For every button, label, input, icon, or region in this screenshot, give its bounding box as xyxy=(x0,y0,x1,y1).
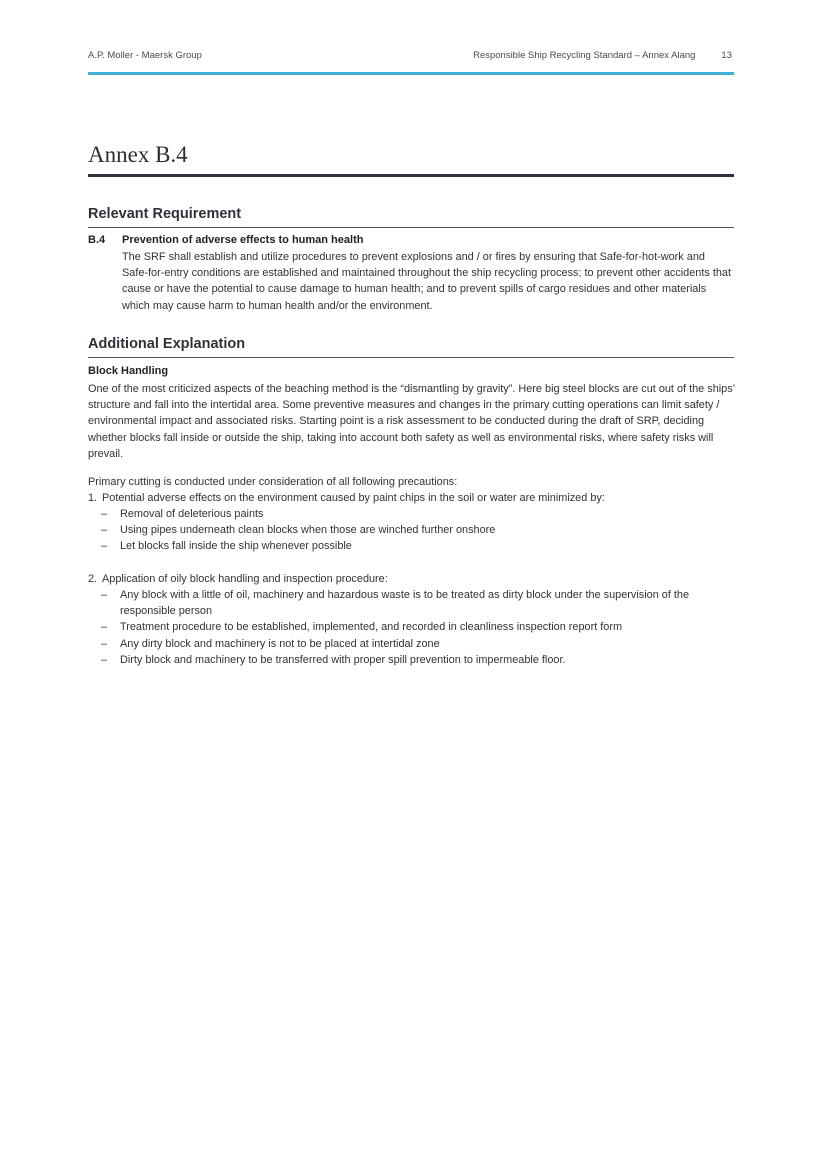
dash-glyph: – xyxy=(101,653,108,666)
list-number: 1. xyxy=(88,492,98,504)
requirement-body: The SRF shall establish and utilize procedures to prevent explosions and / or fires by ensuring that Safe-for-hot-work and Safe-for-entry conditions are established and maintained throughout the ship recycling process; to prevent other accidents that cause or have the potential to cause damage to human health; and to prevent spills of cargo residues and other materials which may cause harm to human health and/or the environment. xyxy=(122,251,732,312)
bullet-text: Let blocks fall inside the ship whenever possible xyxy=(120,540,352,553)
bullet-item xyxy=(98,538,708,554)
requirement-title: Prevention of adverse effects to human health xyxy=(122,234,364,246)
bullet-text: Dirty block and machinery to be transferred with proper spill prevention to impermeable floor. xyxy=(120,653,566,666)
bullet-text: Using pipes underneath clean blocks when those are winched further onshore xyxy=(120,524,496,537)
precautions-intro: Primary cutting is conducted under consideration of all following precautions: xyxy=(88,476,458,488)
section-divider xyxy=(88,227,734,228)
page-number: 13 xyxy=(721,50,732,61)
bullet-text: Removal of deleterious paints xyxy=(120,508,264,520)
bullet-list-1 xyxy=(98,506,708,555)
dash-glyph: – xyxy=(101,508,108,520)
dash-glyph: – xyxy=(101,540,108,553)
title-divider xyxy=(88,174,734,177)
bullet-item xyxy=(98,619,708,635)
list-item-text: Potential adverse effects on the environment caused by paint chips in the soil or water are minimized by: xyxy=(102,492,605,504)
list-item-text: Application of oily block handling and inspection procedure: xyxy=(102,573,388,585)
bullet-text: Any dirty block and machinery is not to be placed at intertidal zone xyxy=(120,637,440,650)
dash-glyph: – xyxy=(101,621,108,634)
dash-glyph: – xyxy=(101,589,108,601)
bullet-item xyxy=(98,652,708,668)
page-title: Annex B.4 xyxy=(88,142,188,167)
dash-glyph: – xyxy=(101,637,108,650)
list-item-1 xyxy=(88,490,728,506)
header-document-title xyxy=(473,50,732,61)
bullet-item xyxy=(98,636,708,652)
header-doc-title-text: Responsible Ship Recycling Standard – Annex Alang xyxy=(473,50,696,61)
section-divider xyxy=(88,357,734,358)
bullet-list-2 xyxy=(98,587,708,668)
bullet-item xyxy=(98,587,708,619)
list-item-2 xyxy=(88,571,728,587)
bullet-text: Treatment procedure to be established, implemented, and recorded in cleanliness inspection report form xyxy=(120,621,623,634)
requirement-id: B.4 xyxy=(88,234,106,246)
explanation-paragraph: One of the most criticized aspects of the beaching method is the “dismantling by gravity”. Here big steel blocks are cut out of the ships’ structure and fall into the intertidal area. Some preventive measures and changes in the primary cutting operations can limit safety / environmental impact and associated risks. Starting point is a risk assessment to be conducted during the draft of SRP, deciding whether blocks fall inside or outside the ship, taking into account both safety as well as environmental risks, where safety risks will prevail. xyxy=(88,383,735,460)
header-company: A.P. Moller - Maersk Group xyxy=(88,50,202,61)
header-divider xyxy=(88,72,734,75)
dash-glyph: – xyxy=(101,524,108,537)
section-heading-additional-explanation: Additional Explanation xyxy=(88,336,246,352)
bullet-item xyxy=(98,522,708,538)
bullet-text: Any block with a little of oil, machinery and hazardous waste is to be treated as dirty block under the supervision of the responsible person xyxy=(120,589,690,618)
bullet-item xyxy=(98,506,708,522)
list-number: 2. xyxy=(88,573,98,585)
subheading-block-handling: Block Handling xyxy=(88,365,169,377)
section-heading-relevant-requirement: Relevant Requirement xyxy=(88,206,242,222)
